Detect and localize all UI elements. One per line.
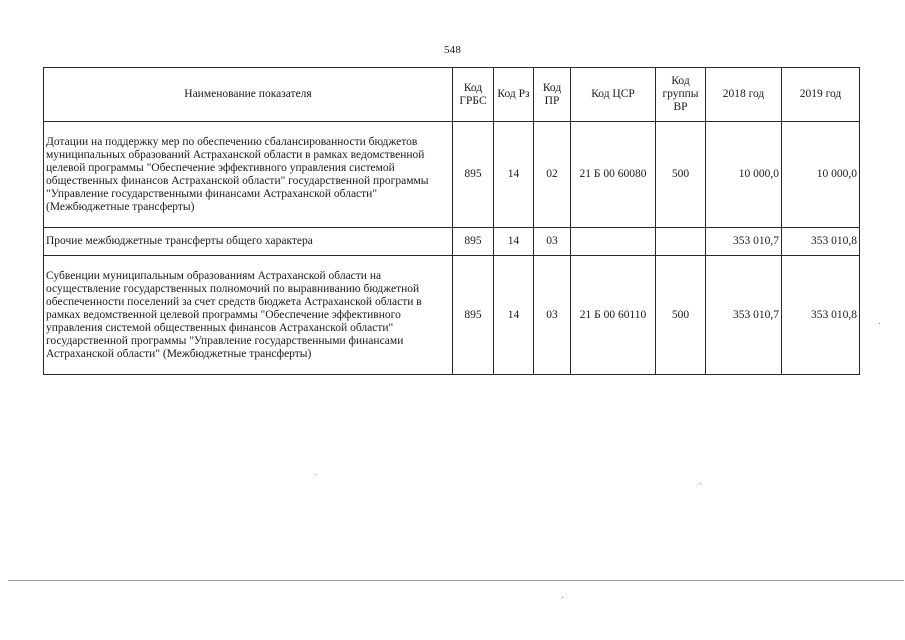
cell-2018: 353 010,7 <box>706 256 782 375</box>
cell-csr: 21 Б 00 60110 <box>571 256 656 375</box>
header-2018: 2018 год <box>706 68 782 122</box>
cell-csr: 21 Б 00 60080 <box>571 122 656 228</box>
cell-2019: 353 010,8 <box>782 256 860 375</box>
header-csr: Код ЦСР <box>571 68 656 122</box>
table-row <box>44 256 860 375</box>
cell-rz: 14 <box>494 122 534 228</box>
header-grbs: Код ГРБС <box>453 68 494 122</box>
cell-2019: 353 010,8 <box>782 228 860 256</box>
page-divider <box>8 580 904 581</box>
cell-pr: 02 <box>534 122 571 228</box>
scan-speck <box>316 474 317 475</box>
cell-vr: 500 <box>656 256 706 375</box>
cell-grbs: 895 <box>453 228 494 256</box>
header-name: Наименование показателя <box>44 68 453 122</box>
cell-vr <box>656 228 706 256</box>
cell-2018: 353 010,7 <box>706 228 782 256</box>
cell-2018: 10 000,0 <box>706 122 782 228</box>
cell-rz: 14 <box>494 256 534 375</box>
cell-name: Прочие межбюджетные трансферты общего характера <box>44 228 453 256</box>
table-row <box>44 228 860 256</box>
table-row <box>44 122 860 228</box>
cell-name: Субвенции муниципальным образованиям Астраханской области на осуществление государственных полномочий по выравниванию бюджетной обеспеченности поселений за счет средств бюджета Астраханской области в рамках ведомственной целевой программы "Обеспечение эффективного управления системой общественных финансов Астраханской области" государственной программы "Управление государственными финансами Астраханской области" (Межбюджетные трансферты) <box>44 256 453 375</box>
cell-grbs: 895 <box>453 256 494 375</box>
header-pr: Код ПР <box>534 68 571 122</box>
scan-speck <box>562 597 563 598</box>
cell-vr: 500 <box>656 122 706 228</box>
cell-csr <box>571 228 656 256</box>
scan-speck <box>700 483 701 484</box>
cell-pr: 03 <box>534 228 571 256</box>
table-header-row <box>44 68 860 122</box>
scan-speck <box>879 323 880 324</box>
header-vr: Код группы ВР <box>656 68 706 122</box>
page-number: 548 <box>443 44 462 56</box>
cell-grbs: 895 <box>453 122 494 228</box>
cell-rz: 14 <box>494 228 534 256</box>
budget-table <box>43 67 860 375</box>
header-rz: Код Рз <box>494 68 534 122</box>
header-2019: 2019 год <box>782 68 860 122</box>
cell-pr: 03 <box>534 256 571 375</box>
cell-2019: 10 000,0 <box>782 122 860 228</box>
cell-name: Дотации на поддержку мер по обеспечению сбалансированности бюджетов муниципальных образований Астраханской области в рамках ведомственной целевой программы "Обеспечение эффективного управления системой общественных финансов Астраханской области" государственной программы "Управление государственными финансами Астраханской области" (Межбюджетные трансферты) <box>44 122 453 228</box>
